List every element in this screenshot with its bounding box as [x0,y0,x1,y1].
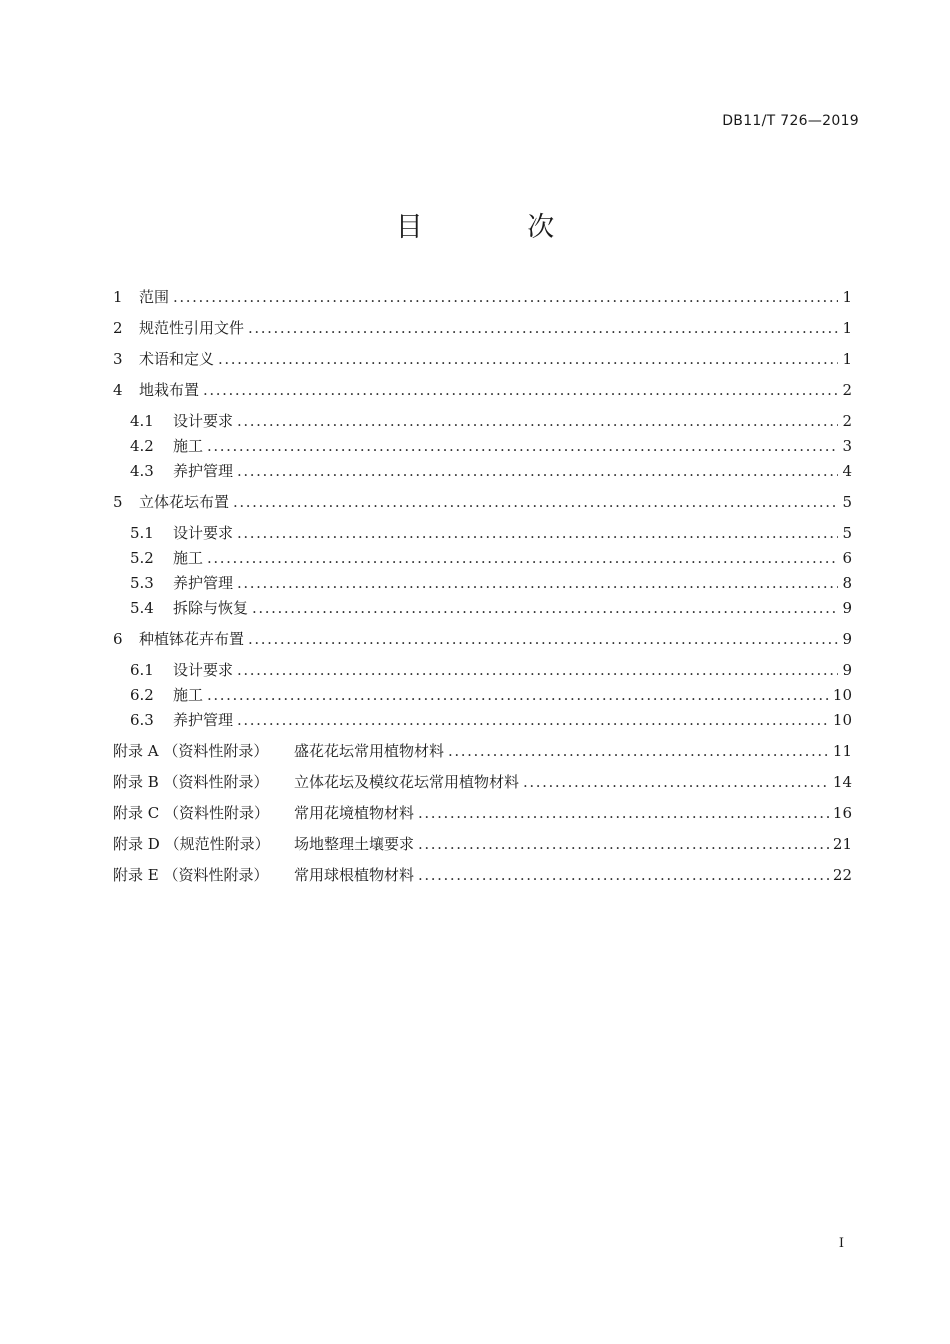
toc-leader-dots [252,599,838,617]
toc-entry[interactable] [113,684,852,705]
toc-entry-page: 1 [842,288,852,306]
page-title: 目 次 [395,212,603,243]
toc-entry-page: 21 [832,835,852,853]
toc-entry-number: 5.1 [130,524,154,542]
toc-entry-label: 养护管理 [173,711,234,729]
toc-leader-dots [233,493,838,511]
toc-entry-page: 3 [842,437,852,455]
toc-leader-dots [418,866,829,884]
toc-entry[interactable] [113,460,852,481]
toc-entry-number: 3 [113,350,123,368]
toc-entry[interactable] [113,491,852,512]
toc-entry-label: 设计要求 [173,524,234,542]
toc-leader-dots [448,742,829,760]
toc-leader-dots [418,804,829,822]
toc-entry-number: 附录 C （资料性附录） [113,804,270,822]
toc-entry-label: 种植钵花卉布置 [139,630,245,648]
toc-entry-label: 养护管理 [173,462,234,480]
toc-entry-number: 4 [113,381,123,399]
toc-leader-dots [237,574,838,592]
toc-entry-label: 范围 [139,288,170,306]
toc-entry-page: 5 [842,524,852,542]
toc-leader-dots [248,630,838,648]
toc-entry[interactable] [113,379,852,400]
toc-leader-dots [203,381,838,399]
toc-entry-number: 1 [113,288,123,306]
toc-entry-page: 10 [832,686,852,704]
toc-entry-page: 4 [842,462,852,480]
toc-entry-label: 立体花坛布置 [139,493,230,511]
toc-entry-number: 5.2 [130,549,154,567]
toc-leader-dots [207,549,838,567]
toc-entry[interactable] [113,286,852,307]
toc-leader-dots [207,437,838,455]
toc-entry[interactable] [113,435,852,456]
toc-leader-dots [237,711,829,729]
toc-entry[interactable] [113,709,852,730]
toc-entry-page: 16 [832,804,852,822]
toc-entry-number: 附录 D （规范性附录） [113,835,270,853]
toc-entry-label: 常用球根植物材料 [294,866,415,884]
toc-entry[interactable] [113,833,852,854]
toc-entry-page: 6 [842,549,852,567]
toc-entry-page: 9 [842,630,852,648]
toc-entry-label: 设计要求 [173,661,234,679]
toc-entry-number: 4.2 [130,437,154,455]
toc-entry[interactable] [113,410,852,431]
toc-entry-label: 场地整理土壤要求 [294,835,415,853]
toc-leader-dots [523,773,829,791]
toc-entry-label: 常用花境植物材料 [294,804,415,822]
toc-entry-number: 4.3 [130,462,154,480]
toc-leader-dots [207,686,829,704]
toc-entry-number: 附录 A （资料性附录） [113,742,269,760]
toc-entry-number: 4.1 [130,412,154,430]
toc-entry-label: 地栽布置 [139,381,200,399]
toc-entry-number: 6 [113,630,123,648]
toc-entry-label: 设计要求 [173,412,234,430]
toc-entry-label: 施工 [173,549,204,567]
toc-entry-page: 1 [842,319,852,337]
toc-entry[interactable] [113,659,852,680]
toc-entry[interactable] [113,864,852,885]
toc-leader-dots [237,412,838,430]
toc-entry-label: 立体花坛及模纹花坛常用植物材料 [294,773,520,791]
toc-leader-dots [237,661,838,679]
toc-entry-number: 5.4 [130,599,154,617]
toc-entry-page: 1 [842,350,852,368]
toc-leader-dots [237,524,838,542]
toc-entry[interactable] [113,572,852,593]
toc-entry-page: 5 [842,493,852,511]
toc-leader-dots [237,462,838,480]
toc-leader-dots [248,319,838,337]
toc-entry[interactable] [113,597,852,618]
toc-entry-number: 2 [113,319,123,337]
toc-entry-number: 6.3 [130,711,154,729]
toc-leader-dots [218,350,838,368]
toc-entry-number: 附录 E （资料性附录） [113,866,269,884]
toc-entry-label: 规范性引用文件 [139,319,245,337]
standard-code: DB11/T 726—2019 [722,113,859,129]
toc-entry-number: 5 [113,493,123,511]
toc-entry-label: 拆除与恢复 [173,599,249,617]
toc-entry[interactable] [113,547,852,568]
toc-entry-page: 2 [842,412,852,430]
page-number: I [838,1236,844,1251]
toc-entry-label: 施工 [173,686,204,704]
toc-entry-label: 术语和定义 [139,350,215,368]
toc-entry-page: 8 [842,574,852,592]
toc-entry[interactable] [113,771,852,792]
toc-entry-page: 9 [842,599,852,617]
toc-entry-number: 5.3 [130,574,154,592]
toc-leader-dots [173,288,838,306]
toc-entry[interactable] [113,628,852,649]
toc-entry[interactable] [113,740,852,761]
toc-entry-number: 附录 B （资料性附录） [113,773,269,791]
toc-entry-number: 6.1 [130,661,154,679]
toc-entry-page: 10 [832,711,852,729]
toc-entry-page: 2 [842,381,852,399]
toc-entry-page: 22 [832,866,852,884]
toc-entry-label: 施工 [173,437,204,455]
toc-entry-label: 养护管理 [173,574,234,592]
toc-entry[interactable] [113,802,852,823]
toc-leader-dots [418,835,829,853]
toc-entry-label: 盛花花坛常用植物材料 [294,742,445,760]
toc-entry[interactable] [113,522,852,543]
toc-entry[interactable] [113,348,852,369]
toc-entry[interactable] [113,317,852,338]
toc-entry-page: 9 [842,661,852,679]
toc-entry-page: 14 [832,773,852,791]
toc-entry-number: 6.2 [130,686,154,704]
toc-entry-page: 11 [832,742,852,760]
